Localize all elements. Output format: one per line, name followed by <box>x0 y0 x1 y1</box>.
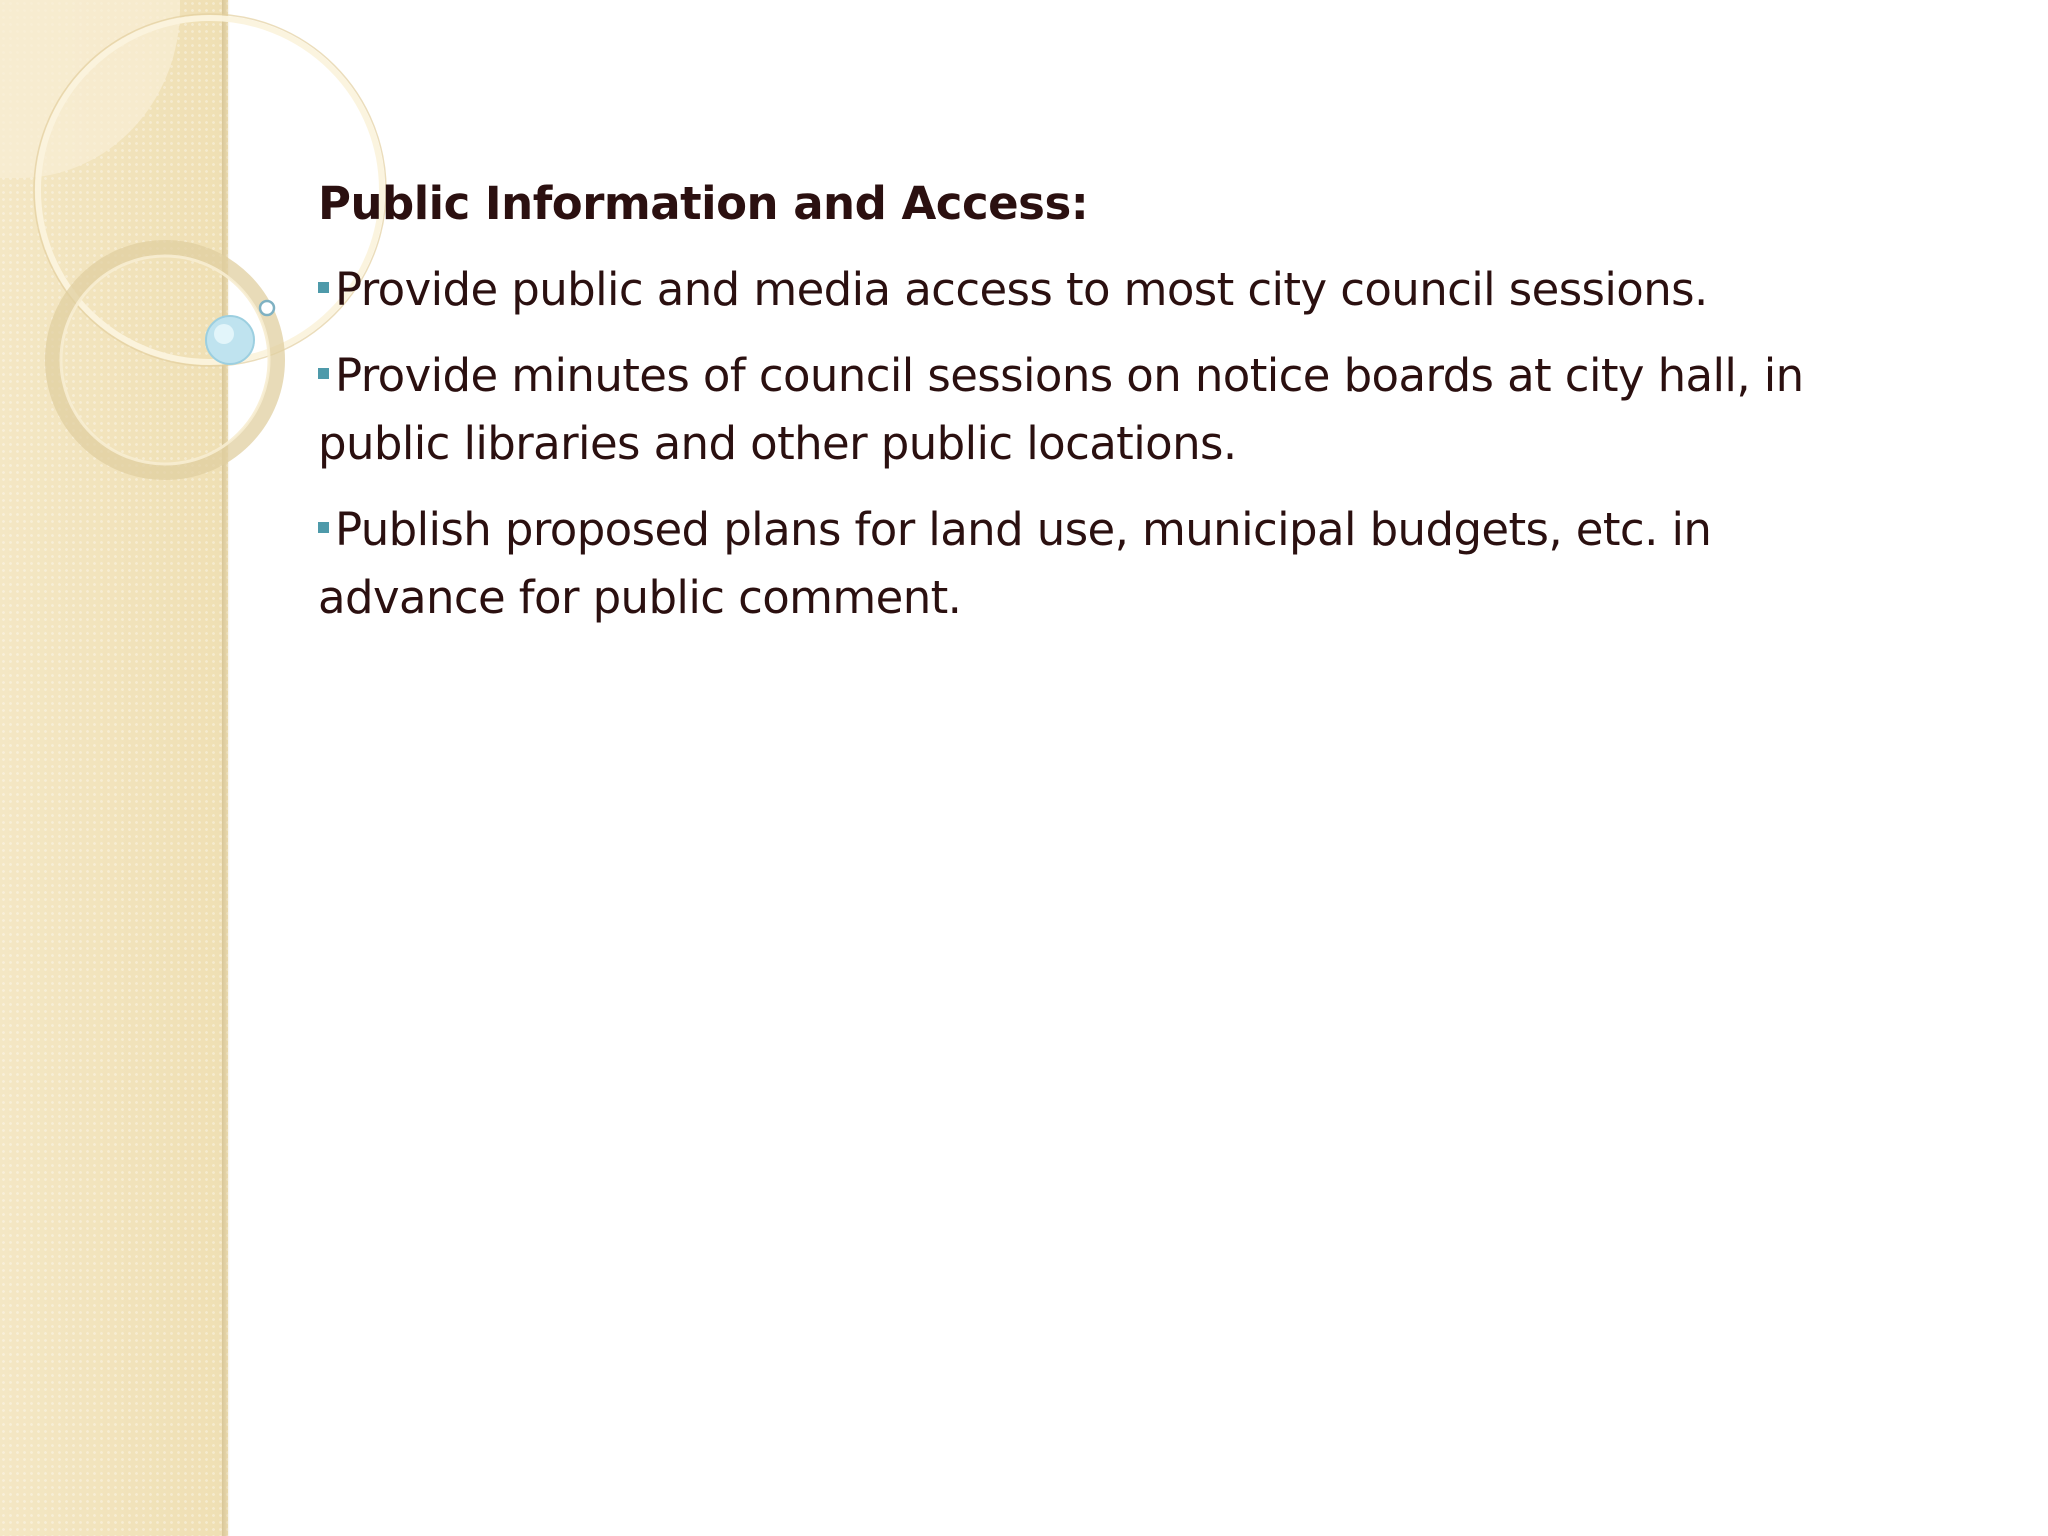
bullet-item <box>318 256 1878 324</box>
bullet-item <box>318 342 1878 478</box>
bullet-text: Publish proposed plans for land use, municipal budgets, etc. in advance for public comment. <box>318 503 1712 624</box>
square-bullet-icon <box>318 368 329 379</box>
blue-bubble-shine <box>214 324 234 344</box>
slide-body <box>318 170 1878 650</box>
bullet-text: Provide minutes of council sessions on notice boards at city hall, in public libraries and other public locations. <box>318 349 1804 470</box>
decorative-rings <box>0 0 300 520</box>
square-bullet-icon <box>318 282 329 293</box>
bullet-item <box>318 496 1878 632</box>
slide-heading: Public Information and Access: <box>318 177 1089 230</box>
square-bullet-icon <box>318 522 329 533</box>
bullet-text: Provide public and media access to most city council sessions. <box>335 263 1708 316</box>
small-bubble <box>260 301 274 315</box>
